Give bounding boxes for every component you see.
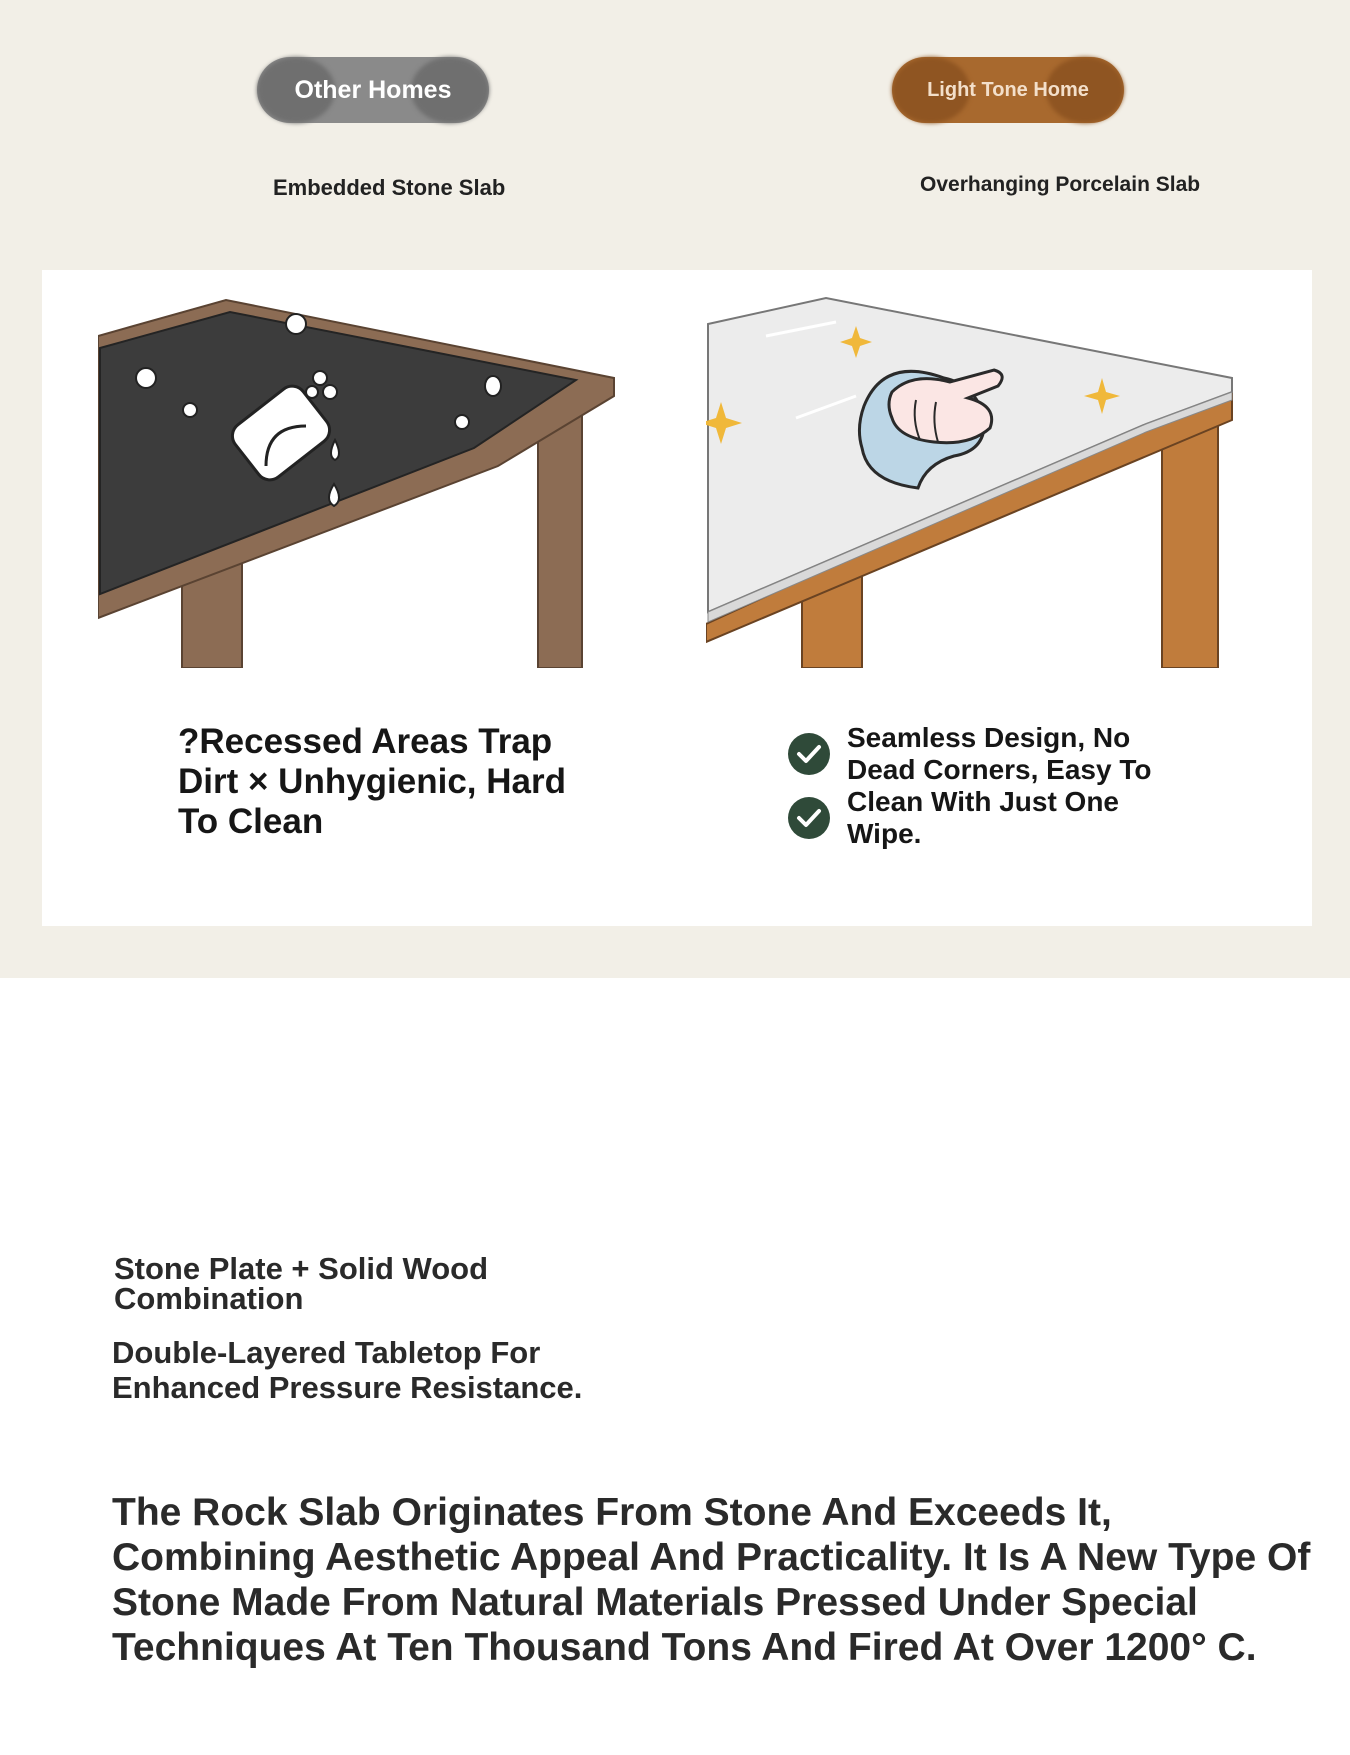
stone-wood-heading: Stone Plate + Solid Wood Combination bbox=[114, 1251, 489, 1316]
light-tone-home-label: Light Tone Home bbox=[927, 78, 1089, 101]
check-icon bbox=[788, 797, 830, 839]
overhanging-porcelain-slab-label: Overhanging Porcelain Slab bbox=[920, 173, 1201, 196]
clean-porcelain-table-illustration bbox=[706, 296, 1236, 668]
light-tone-home-badge bbox=[892, 57, 1124, 123]
embedded-stone-slab-label: Embedded Stone Slab bbox=[273, 175, 506, 200]
recessed-areas-caption: ?Recessed Areas Trap Dirt × Unhygienic, Hard To Clean bbox=[178, 722, 566, 841]
rock-slab-description: The Rock Slab Originates From Stone And Exceeds It, Combining Aesthetic Appeal And Practicality. It Is A New Type Of Stone Made From Natural Materials Pressed Under Special Techniques At Ten Thousand Tons And Fired At Over 1200° C. bbox=[112, 1491, 1311, 1669]
other-homes-label: Other Homes bbox=[294, 75, 452, 104]
check-icon bbox=[788, 733, 830, 775]
double-layer-subheading: Double-Layered Tabletop For Enhanced Pressure Resistance. bbox=[112, 1335, 583, 1405]
dirty-dark-table-illustration bbox=[98, 296, 618, 668]
seamless-design-caption: Seamless Design, No Dead Corners, Easy To Clean With Just One Wipe. bbox=[847, 722, 1152, 849]
other-homes-badge bbox=[257, 57, 489, 123]
